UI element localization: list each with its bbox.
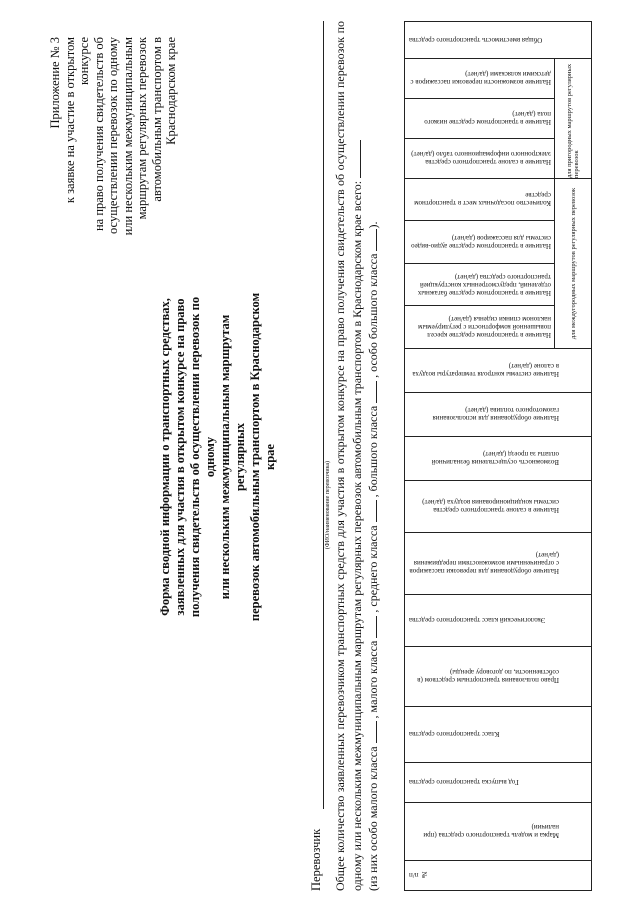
- small-class-field[interactable]: [365, 616, 377, 638]
- summary-text-4: , среднего класса: [366, 525, 380, 613]
- column-header: [405, 58, 555, 98]
- column-header-label: Наличие в транспортном средстве аудио-видео системы для пассажиров (да/нет): [411, 234, 551, 251]
- column-header-label: Наличие в транспортном средстве низкого пола (да/нет): [424, 110, 551, 127]
- column-header-label: Возможность осуществления безналичной оплаты за проезд (да/нет): [431, 450, 559, 467]
- column-header: [405, 860, 591, 890]
- column-header: [405, 348, 591, 392]
- column-header: [405, 392, 591, 436]
- summary-text-3: , малого класса: [366, 640, 380, 719]
- form-title-line: перевозок автомобильным транспортом в Краснодарском крае: [248, 292, 277, 622]
- column-header-label: Наличие в салоне транспортного средства электронного информационного табло (да/нет): [411, 150, 551, 167]
- summary-text-5: , большого класса: [366, 405, 380, 498]
- column-header: [405, 221, 555, 264]
- vehicles-table: [404, 21, 592, 891]
- column-header: [405, 706, 591, 762]
- extra-small-class-field[interactable]: [365, 721, 377, 743]
- column-header: [405, 98, 555, 138]
- column-header-label: Наличие в транспортном средстве кресел повышенной комфортности с регулируемым наклоном спинки сиденья (да/нет): [418, 315, 551, 340]
- appendix-line: автомобильным транспортом в: [149, 37, 164, 202]
- medium-class-field[interactable]: [365, 500, 377, 522]
- column-header: [405, 762, 591, 802]
- appendix-line: Краснодарском крае: [164, 37, 178, 145]
- appendix-line: к заявке на участие в открытом конкурсе: [62, 37, 91, 204]
- column-header: [405, 138, 555, 178]
- large-class-field[interactable]: [365, 381, 377, 403]
- extra-large-class-field[interactable]: [365, 229, 377, 251]
- form-title-line: или нескольким межмуниципальным маршрутам регулярных: [218, 314, 247, 600]
- carrier-caption: (ФИО/наименование перевозчика): [325, 460, 331, 550]
- column-header-label: Год выпуска транспортного средства: [409, 778, 519, 787]
- column-header-label: № п/п: [409, 871, 429, 880]
- column-header-label: Наличие системы контроля температуры воздуха в салоне (да/нет): [412, 362, 559, 379]
- form-title-line: получения свидетельств об осуществлении перевозок по одному: [188, 296, 217, 618]
- summary-text-7: ).: [366, 221, 380, 229]
- appendix-block: [48, 37, 179, 247]
- column-header: [405, 802, 591, 860]
- column-header-label: Экологический класс транспортного средства: [409, 616, 546, 625]
- group-header: для пригородных маршрутов регулярных перевозок: [554, 59, 591, 178]
- summary-text-1: Общее количество заявленных перевозчиком транспортных средств для участия в открытом конкурсе на право получения свидетельств об осуществлении перевозок по одному или нескольким межмуниципальным маршрутам регулярных перевозок автомобильным транспортом в Краснодарском крае всего:: [333, 21, 364, 891]
- column-header: [405, 532, 591, 594]
- appendix-line: маршрутам регулярных перевозок: [135, 37, 149, 220]
- column-header: [405, 646, 591, 706]
- column-header: [405, 436, 591, 480]
- summary-text-6: , особо большого класса: [366, 253, 380, 378]
- appendix-line: или нескольким межмуниципальным: [120, 37, 135, 236]
- summary-text-2: (из них особо малого класса: [366, 746, 380, 891]
- form-title-line: заявленных для участия в открытом конкурсе на право: [173, 298, 187, 616]
- appendix-line: осуществлении перевозок по одному: [106, 37, 120, 234]
- column-header-label: Наличие в салоне транспортного средства системы кондиционирования воздуха (да/нет): [422, 498, 559, 515]
- suburban-group: [405, 58, 591, 178]
- column-header-label: Количество посадочных мест в транспортном средстве: [414, 191, 551, 208]
- column-header-label: Право пользования транспортным средством (в собственности, по договору аренды): [417, 668, 559, 685]
- appendix-line: на право получения свидетельств об: [91, 37, 106, 232]
- form-title: [158, 292, 278, 622]
- column-header-label: Наличие оборудования для перевозки пассажиров с ограниченными возможностями передвижения (да/нет): [409, 551, 559, 576]
- column-header-label: Наличие оборудования для использования газомоторного топлива (да/нет): [432, 406, 559, 423]
- carrier-label: Перевозчик: [309, 828, 323, 891]
- group-header: для междугородных маршрутов регулярных перевозок: [554, 179, 591, 348]
- column-header-label: Наличие в транспортном средстве багажных отделений, предусмотренных конструкцией транспортного средства (да/нет): [417, 272, 551, 297]
- summary-paragraph: [333, 21, 382, 891]
- form-title-line: Форма сводной информации о транспортных средствах,: [158, 298, 172, 616]
- column-header-label: Марка и модель транспортного средства (при наличии): [423, 823, 559, 840]
- column-header-label: Класс транспортного средства: [409, 730, 500, 739]
- carrier-name-field[interactable]: [323, 21, 324, 809]
- appendix-line: Приложение № 3: [48, 37, 62, 129]
- column-header-label: Наличие возможности перевозки пассажиров с детскими колясками (да/нет): [410, 70, 551, 86]
- column-header: [405, 263, 555, 306]
- column-header: [405, 480, 591, 532]
- total-count-field[interactable]: [349, 140, 361, 178]
- column-header: [405, 178, 555, 221]
- column-header-label: Общая вместимость транспортного средства: [409, 36, 543, 44]
- column-header: [405, 594, 591, 646]
- intercity-group: [405, 178, 591, 348]
- column-header: [405, 22, 591, 58]
- column-header: [405, 306, 555, 349]
